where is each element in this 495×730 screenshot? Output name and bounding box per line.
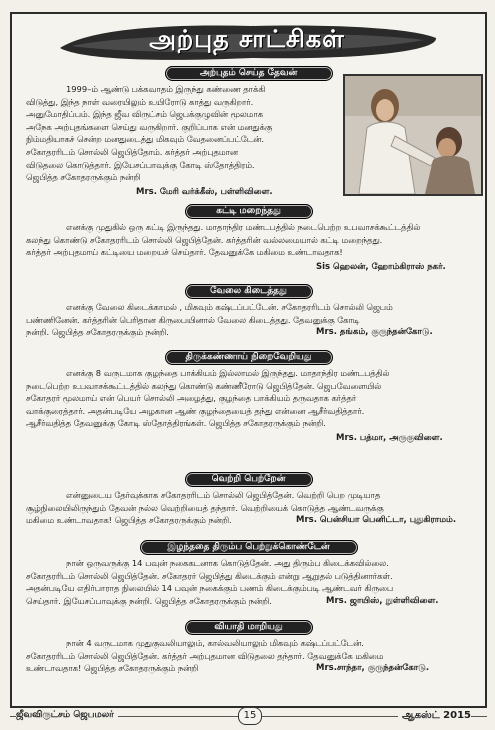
testimony-signature: Mrs.சாந்தா, குருந்தன்கோடு.	[316, 663, 430, 674]
body-line: விடுதலை கொடுத்தார். இயேசப்பாவுக்கு கோடி ஸ்தோத்திரம்.	[26, 159, 255, 170]
body-line: எனக்கு 8 வருடமாக குழந்தை பாக்கியம் இல்லாமல் இருந்தது. மாதாந்திர மண்டபத்தில்	[66, 368, 390, 378]
section-body	[26, 221, 471, 273]
body-line: நன்றி. ஜெபித்த சகோதரருக்கும் நன்றி.	[26, 327, 169, 338]
body-line: அனுமோதிப்பம். இந்த ஜீவ விருட்சம் ஜெபக்குழுவின் மூலமாக	[26, 109, 263, 120]
title-banner	[52, 18, 442, 64]
section-body	[26, 367, 471, 445]
testimony-signature: Mrs. ஜாயிஸ், நுள்ளிவிளை.	[326, 595, 439, 606]
body-line: வாக்குரைத்தார். அதன்படியே அழகான ஆண் குழந்தையைத் தந்து என்னை ஆசீர்வதித்தார்.	[26, 405, 365, 416]
body-line: விடுத்து, இந்த நாள் வரையிலும் உயிரோடு காத்து வருகிறார்.	[26, 96, 254, 107]
body-line: சகோதரர் மூலமாய் என் பெயர் சொல்லி அழைத்து, குழந்தை பாக்கியம் தருவதாக கர்த்தர்	[26, 393, 357, 404]
page-number: 15	[238, 707, 262, 725]
jesus-healing-photo	[343, 74, 483, 196]
body-line: அநேக அற்புதங்களை செய்து வருகிறார். குறிப்பாக என் மனதுக்கு	[26, 121, 273, 132]
section-heading: இழந்ததை திரும்ப பெற்றுக்கொண்டேன்	[140, 540, 358, 555]
body-line: சகோதரரிடம் சொல்லி ஜெபித்தோம். கர்த்தர் அற்புதமான	[26, 146, 238, 157]
section-body	[26, 301, 471, 339]
body-line: பண்ணினேன். கர்த்தரின் பெரிதான கிருபையினால் வேலை கிடைத்தது. தேவனுக்கு கோடி	[26, 314, 360, 325]
testimony-section-4	[12, 350, 485, 445]
section-body	[26, 557, 471, 608]
testimony-section-7	[12, 620, 485, 675]
body-line: ஆசீர்வதித்த தேவனுக்கு கோடி ஸ்தோத்திரங்கள். ஜெபித்த சகோதரருக்கும் நன்றி.	[26, 418, 326, 429]
body-line: மகிமை உண்டாவதாக! ஜெபித்த சகோதரருக்கும் நன்றி.	[26, 515, 232, 526]
issue-date: ஆகஸ்ட் 2015	[398, 710, 471, 722]
section-heading: வெற்றி பெற்றேன்	[185, 472, 313, 487]
section-body	[26, 83, 331, 198]
testimony-signature: Mrs. பென்சியா பெனிட்டா, புதுகிராமம்.	[296, 515, 457, 526]
page-title: அற்புத சாட்சிகள்	[149, 24, 345, 53]
body-line: நடைபெற்ற உபவாசக்கூட்டத்தில் கலந்து கொண்டு கண்ணீரோடு ஜெபித்தேன். ஜெபவேளையில்	[26, 380, 382, 391]
section-body	[26, 637, 471, 675]
section-body	[26, 489, 471, 527]
magazine-page	[10, 12, 487, 708]
testimony-signature: Mrs. தங்கம், குருந்தன்கோடு.	[316, 327, 433, 338]
testimony-signature: Sis ஹெலன், ஹோம்கிராஸ் நகர்.	[316, 261, 446, 272]
body-line: சூழ்நிலையிலிருந்தும் தேவன் நல்ல வெற்றியைத் தந்தார். வெற்றியைக் கொடுத்த ஆண்டவருக்கு	[26, 502, 384, 513]
body-line: செய்தார். இயேசப்பாவுக்கு நன்றி. ஜெபித்த சகோதரருக்கும் நன்றி.	[26, 595, 272, 606]
section-heading: அற்புதம் செய்த தேவன்	[165, 66, 333, 81]
testimony-signature: Mrs. பத்மா, அருகுவிளை.	[336, 432, 443, 443]
body-line: ஜெபித்த சகோதரருக்கும் நன்றி	[26, 172, 141, 183]
section-heading: வியாதி மாறியது	[185, 620, 313, 635]
testimony-section-6	[12, 540, 485, 608]
testimony-section-3	[12, 284, 485, 339]
body-line: உண்டாவதாக! ஜெபித்த சகோதரருக்கும் நன்றி	[26, 663, 199, 674]
body-line: சகோதரரிடம் சொல்லி ஜெபித்தேன். சகோதரர் ஜெபித்து கிடைக்கும் என்று ஆறுதல் படுத்தினார்கள்.	[26, 570, 393, 581]
body-line: 1999–ம் ஆண்டு பக்கவாதம் இருந்து கண்ணை தாக்கி	[66, 84, 266, 94]
testimony-signature: Mrs. மேரி வர்க்கீஸ், பள்ளிவிளை.	[136, 186, 273, 197]
body-line: என்னுடைய தேர்வுக்காக சகோதரரிடம் சொல்லி ஜெபித்தேன். வெற்றி பெற முடியாத	[66, 490, 381, 500]
section-heading: வேலை கிடைத்தது	[185, 284, 313, 299]
body-line: எனக்கு முதுகில் ஒரு கட்டி இருந்தது. மாதாந்திர மண்டபத்தில் நடைபெற்ற உபவாசக்கூட்டத்தில்	[66, 222, 421, 232]
body-line: நிம்மதியாகச் சென்ற மனதுடைத்து மிகவும் வேதனைப்பட்டேன்.	[26, 134, 264, 145]
section-heading: திருக்கண்ணாய் நிறைவேறியது	[165, 350, 333, 365]
body-line: கலந்து கொண்டு சகோதரரிடம் சொல்லி ஜெபித்தேன். கர்த்தரின் வல்லமையால் கட்டி மறைந்தது.	[26, 234, 383, 245]
body-line: அதன்படியே எதிர்பாராத நிலையில் 14 பவுன் நகைக்கும் பணம் கிடைக்கும்படி ஆண்டவர் கிருபை	[26, 583, 394, 594]
body-line: சகோதரரிடம் சொல்லி ஜெபித்தேன். கர்த்தர் அற்புதமான விடுதலை தந்தார். தேவனுக்கே மகிமை	[26, 650, 384, 661]
testimony-section-5	[12, 472, 485, 527]
section-heading: கட்டி மறைந்தது	[185, 204, 313, 219]
body-line: கர்த்தர் அற்புதமாய் கட்டியை மறையச் செய்தார். தேவனுக்கே மகிமை உண்டாவதாக!	[26, 247, 343, 258]
body-line: எனக்கு வேலை கிடைக்காமல் , மிகவும் கஷ்டப்பட்டேன். சகோதரரிடம் சொல்லி ஜெபம்	[66, 302, 393, 312]
magazine-name: ஜீவவிருட்சம் ஜெபமலர்	[16, 710, 118, 721]
testimony-section-2	[12, 204, 485, 273]
body-line: நான் ஒருவருக்கு 14 பவுன் நகைகடனாக கொடுத்தேன். அது திரும்ப கிடைக்கவில்லை.	[66, 558, 389, 568]
page-footer	[10, 706, 487, 726]
body-line: நான் 4 வருடமாக முதுகுவலியாலும், கால்வலியாலும் மிகவும் கஷ்டப்பட்டேன்.	[66, 638, 364, 648]
